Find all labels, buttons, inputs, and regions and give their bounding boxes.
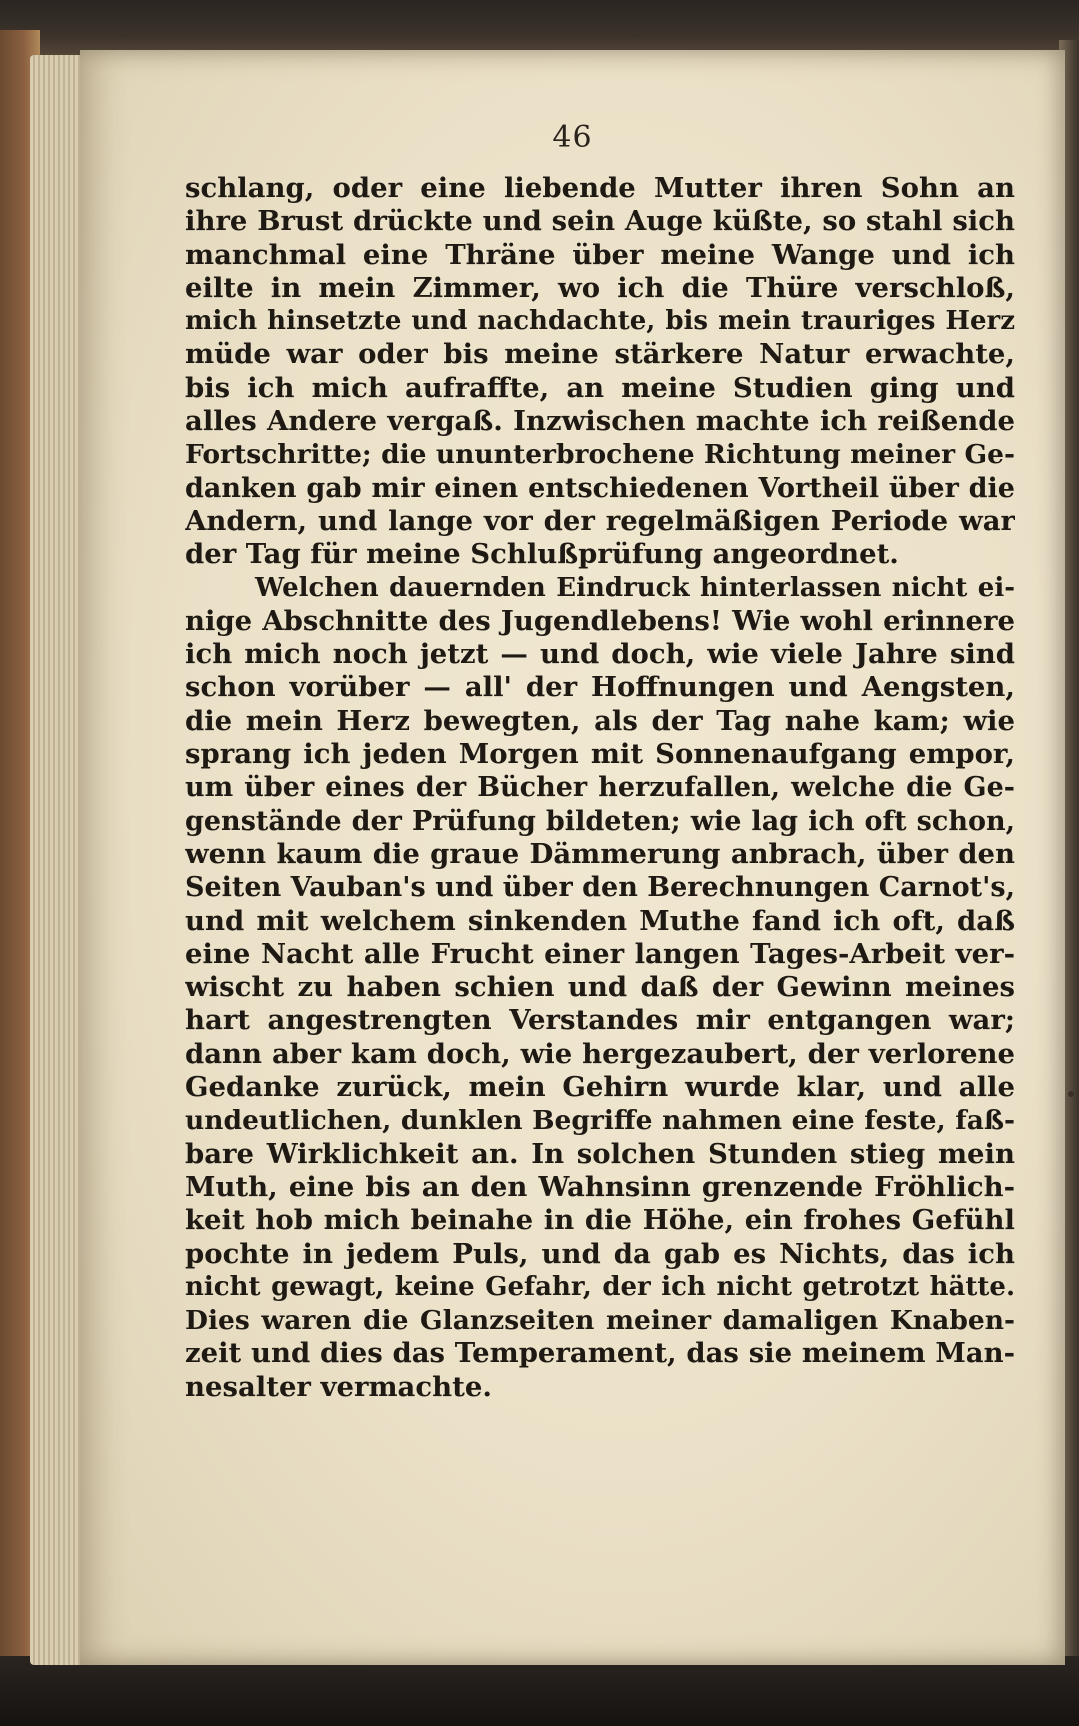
body-text [185, 172, 1015, 1404]
text-line: der Tag für meine Schlußprüfung angeordnet. [185, 538, 899, 571]
text-line: bare Wirklichkeit an. In solchen Stunden stieg mein [185, 1137, 1015, 1170]
text-line: undeutlichen, dunklen Begriffe nahmen eine feste, faß- [185, 1105, 1015, 1137]
text-line: Welchen dauernden Eindruck hinterlassen nicht ei- [255, 572, 1015, 603]
text-line: pochte in jedem Puls, und da gab es Nichts, das ich [185, 1237, 1015, 1270]
text-line: mich hinsetzte und nachdachte, bis mein trauriges Herz [185, 306, 1015, 337]
text-line: nige Abschnitte des Jugendlebens! Wie wohl erinnere [185, 604, 1015, 637]
text-line: sprang ich jeden Morgen mit Sonnenaufgang empor, [185, 738, 1015, 771]
text-line: eine Nacht alle Frucht einer langen Tages-Arbeit ver- [185, 937, 1015, 970]
margin-dot [1068, 1091, 1074, 1097]
book-page [80, 50, 1065, 1665]
text-line: Dies waren die Glanzseiten meiner damaligen Knaben- [185, 1305, 1015, 1337]
text-line: hart angestrengten Verstandes mir entgangen war; [185, 1004, 1015, 1037]
text-line: nicht gewagt, keine Gefahr, der ich nicht getrotzt hätte. [185, 1271, 1015, 1302]
text-line: wischt zu haben schien und daß der Gewinn meines [185, 971, 1015, 1004]
text-line: bis ich mich aufraffte, an meine Studien ging und [185, 371, 1015, 404]
text-line: Gedanke zurück, mein Gehirn wurde klar, und alle [185, 1071, 1015, 1104]
text-line: ich mich noch jetzt — und doch, wie viele Jahre sind [185, 638, 1015, 671]
text-line: Seiten Vauban's und über den Berechnungen Carnot's, [185, 872, 1015, 904]
text-line: nesalter vermachte. [185, 1370, 492, 1403]
text-line: müde war oder bis meine stärkere Natur erwachte, [185, 338, 1015, 371]
page-number: 46 [552, 120, 593, 155]
book-cover-bottom [0, 1656, 1079, 1726]
text-line: wenn kaum die graue Dämmerung anbrach, über den [185, 837, 1015, 870]
text-line: alles Andere vergaß. Inzwischen machte ich reißende [185, 405, 1015, 438]
text-line: schon vorüber — all' der Hoffnungen und Aengsten, [185, 671, 1015, 704]
text-line: zeit und dies das Temperament, das sie meinem Man- [185, 1337, 1015, 1370]
text-line: genstände der Prüfung bildeten; wie lag ich oft schon, [185, 805, 1015, 837]
text-line: Muth, eine bis an den Wahnsinn grenzende Fröhlich- [185, 1170, 1015, 1203]
text-line: dann aber kam doch, wie hergezaubert, der verlorene [185, 1037, 1015, 1070]
text-line: um über eines der Bücher herzufallen, welche die Ge- [185, 772, 1015, 804]
text-line: eilte in mein Zimmer, wo ich die Thüre verschloß, [185, 271, 1015, 304]
text-line: ihre Brust drückte und sein Auge küßte, so stahl sich [185, 205, 1015, 238]
text-line: Fortschritte; die ununterbrochene Richtung meiner Ge- [185, 439, 1015, 471]
text-line: manchmal eine Thräne über meine Wange und ich [185, 238, 1015, 271]
text-line: Andern, und lange vor der regelmäßigen Periode war [185, 504, 1015, 537]
text-line: und mit welchem sinkenden Muthe fand ich oft, daß [185, 904, 1015, 937]
text-line: keit hob mich beinahe in die Höhe, ein frohes Gefühl [185, 1204, 1015, 1237]
text-line: schlang, oder eine liebende Mutter ihren Sohn an [185, 172, 1015, 204]
text-line: die mein Herz bewegten, als der Tag nahe kam; wie [185, 704, 1015, 737]
text-line: danken gab mir einen entschiedenen Vortheil über die [185, 472, 1015, 504]
